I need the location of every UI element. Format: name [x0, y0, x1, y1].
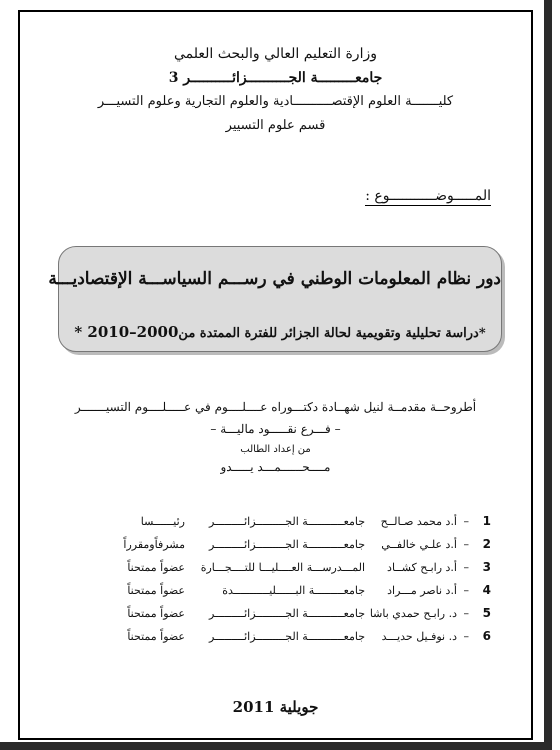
jury-number: 3	[482, 560, 491, 574]
document-page	[18, 10, 533, 740]
jury-member-name: أ.د علـي خالفــي	[381, 538, 457, 551]
page-shadow-right	[544, 0, 552, 750]
thesis-prepared-by: من إعداد الطالب	[240, 444, 311, 455]
department-heading: قسم علوم التسيير	[225, 118, 326, 133]
jury-dash: –	[463, 630, 469, 643]
jury-institution: جامعـــــــــــة الجـــــــــزائـــــــــر	[209, 630, 365, 643]
jury-role: رئيــــــسا	[140, 515, 185, 528]
jury-member-name: أ.د رابـح كشــاد	[387, 561, 457, 574]
jury-role: عضواً ممتحناً	[127, 630, 185, 643]
jury-dash: –	[463, 515, 469, 528]
student-name: مــــحــــــمـــد يـــــدو	[220, 460, 331, 474]
jury-member-name: د. نوفـيل حديـــد	[381, 630, 457, 643]
jury-number: 4	[482, 583, 491, 597]
faculty-heading: كليـــــــة العلوم الإقتصــــــــــادية والعلوم التجارية وعلوم التسيـــر	[97, 94, 454, 109]
jury-role: عضواً ممتحناً	[127, 584, 185, 597]
jury-member-name: أ.د محمد صـالــح	[380, 515, 457, 528]
thesis-degree-line: أطروحــة مقدمــة لنيل شهــادة دكتـــوراه عــــلــــوم في عـــــلــــوم التسيـــــــر	[74, 400, 477, 414]
jury-institution: المـــدرســـة العــــليـــا للتــــجـــارة	[200, 561, 365, 574]
university-heading: جامعـــــــــة الجــــــــــزائــــــــــر 3	[168, 70, 383, 86]
jury-dash: –	[463, 584, 469, 597]
jury-number: 5	[482, 606, 491, 620]
jury-institution: جامعـــــــــة البــــــليـــــــــــدة	[222, 584, 365, 597]
jury-institution: جامعـــــــــــة الجـــــــــزائـــــــــر	[209, 607, 365, 620]
jury-role: عضواً ممتحناً	[127, 607, 185, 620]
thesis-subtitle	[59, 323, 501, 341]
thesis-subtitle-text: *دراسة تحليلية وتقويمية لحالة الجزائر للفترة الممتدة من	[178, 326, 486, 341]
page-shadow-bottom	[0, 742, 552, 750]
jury-row	[66, 629, 491, 652]
thesis-branch-line: – فـــرع نقـــــود ماليـــة –	[210, 422, 341, 436]
jury-row	[66, 537, 491, 560]
jury-row	[66, 606, 491, 629]
jury-institution: جامعـــــــــــة الجـــــــــزائـــــــــر	[209, 538, 365, 551]
jury-list	[66, 514, 491, 652]
jury-dash: –	[463, 561, 469, 574]
jury-row	[66, 514, 491, 537]
jury-member-name: د. رابـح حمدي باشا	[369, 607, 457, 620]
thesis-title: دور نظام المعلومات الوطني في رســـم السياســـة الإقتصاديـــة	[48, 269, 501, 289]
thesis-subtitle-years: 2000–2010 *	[74, 323, 179, 341]
jury-dash: –	[463, 538, 469, 551]
jury-institution: جامعـــــــــــة الجـــــــــزائـــــــــر	[209, 515, 365, 528]
title-box	[48, 246, 502, 352]
ministry-heading: وزارة التعليم العالي والبحث العلمي	[174, 46, 377, 62]
jury-role: عضواً ممتحناً	[127, 561, 185, 574]
jury-number: 1	[482, 514, 491, 528]
jury-dash: –	[463, 607, 469, 620]
jury-number: 6	[482, 629, 491, 643]
defense-date: جويلية 2011	[232, 698, 319, 716]
jury-member-name: أ.د ناصر مـــراد	[387, 584, 457, 597]
jury-row	[66, 560, 491, 583]
jury-role: مشرفاًومقرراً	[123, 538, 185, 551]
subject-label: المـــــوضـــــــــــوع :	[365, 188, 491, 204]
jury-row	[66, 583, 491, 606]
jury-number: 2	[482, 537, 491, 551]
